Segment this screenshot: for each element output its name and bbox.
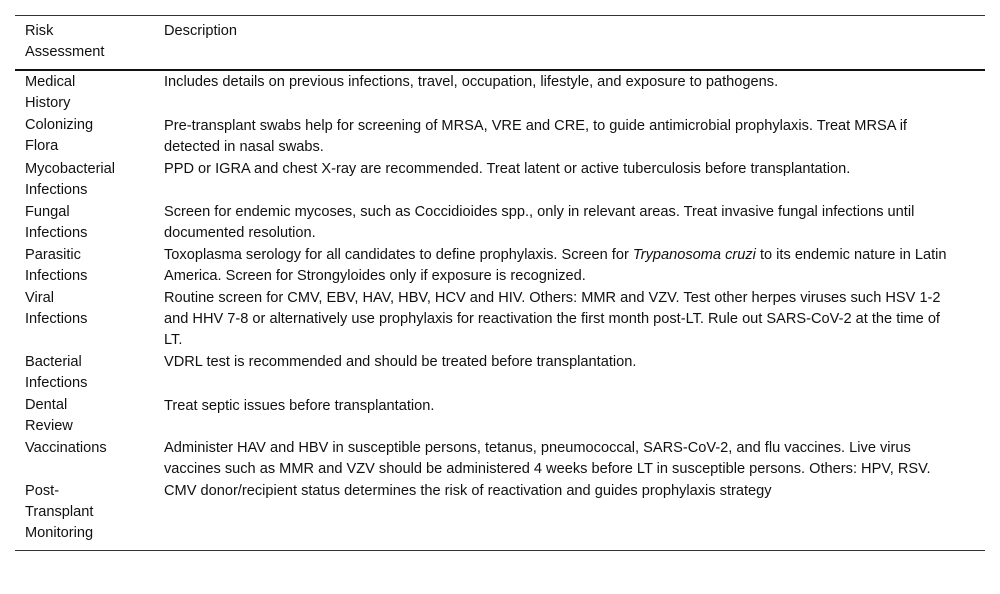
risk-cell-medical-history: Medical History xyxy=(25,74,76,111)
table-row xyxy=(15,438,985,481)
description-cell: Treat septic issues before transplantation. xyxy=(164,398,435,414)
table-header-row xyxy=(15,16,985,69)
risk-cell-post-transplant-monitoring: Post-Transplant Monitoring xyxy=(25,483,94,541)
table-body xyxy=(15,71,985,550)
description-cell: Routine screen for CMV, EBV, HAV, HBV, HCV and HIV. Others: MMR and VZV. Test other herpes viruses such HSV 1-2 and HHV 7-8 or alternatively use prophylaxis for reactivation the first month post-LT. Rule out SARS-CoV-2 at the time of LT. xyxy=(164,290,941,348)
table-row xyxy=(15,245,985,288)
description-cell: Screen for endemic mycoses, such as Coccidioides spp., only in relevant areas. Treat invasive fungal infections until documented resolution. xyxy=(164,204,915,241)
table-row xyxy=(15,202,985,245)
description-cell: CMV donor/recipient status determines the risk of reactivation and guides prophylaxis strategy xyxy=(164,483,772,499)
description-cell: Administer HAV and HBV in susceptible persons, tetanus, pneumococcal, SARS-CoV-2, and flu vaccines. Live virus vaccines such as MMR and VZV should be administered 4 weeks before LT in susceptible persons. Others: HPV, RSV. xyxy=(164,440,931,477)
description-text-after: to its endemic nature in Latin America. Screen for Strongyloides only if exposure is recognized. xyxy=(164,247,947,284)
table-row xyxy=(15,395,985,438)
description-text-before: Toxoplasma serology for all candidates to define prophylaxis. Screen for xyxy=(164,247,633,263)
table-row xyxy=(15,352,985,395)
table-row xyxy=(15,72,985,115)
description-cell: Pre-transplant swabs help for screening of MRSA, VRE and CRE, to guide antimicrobial prophylaxis. Treat MRSA if detected in nasal swabs. xyxy=(164,118,907,155)
risk-cell-dental-review: Dental Review xyxy=(25,397,73,434)
description-cell: VDRL test is recommended and should be treated before transplantation. xyxy=(164,354,637,370)
risk-cell-vaccinations: Vaccinations xyxy=(25,440,107,456)
risk-cell-parasitic-infections: Parasitic Infections xyxy=(25,247,88,284)
table-bottom-rule xyxy=(15,550,985,551)
table-row xyxy=(15,481,985,545)
header-risk-assessment: Risk Assessment xyxy=(25,23,105,60)
table-row xyxy=(15,288,985,352)
header-description: Description xyxy=(164,23,237,39)
risk-cell-fungal-infections: Fungal Infections xyxy=(25,204,88,241)
risk-cell-viral-infections: Viral Infections xyxy=(25,290,88,327)
table-row xyxy=(15,159,985,202)
risk-cell-mycobacterial-infections: Mycobacterial Infections xyxy=(25,161,116,198)
risk-cell-colonizing-flora: Colonizing Flora xyxy=(25,117,94,154)
risk-cell-bacterial-infections: Bacterial Infections xyxy=(25,354,88,391)
description-italic-species: Trypanosoma cruzi xyxy=(632,247,756,263)
risk-assessment-table xyxy=(15,15,985,551)
description-cell xyxy=(164,247,947,284)
table-row xyxy=(15,115,985,159)
description-cell: Includes details on previous infections, travel, occupation, lifestyle, and exposure to pathogens. xyxy=(164,74,779,90)
description-cell: PPD or IGRA and chest X-ray are recommended. Treat latent or active tuberculosis before transplantation. xyxy=(164,161,851,177)
